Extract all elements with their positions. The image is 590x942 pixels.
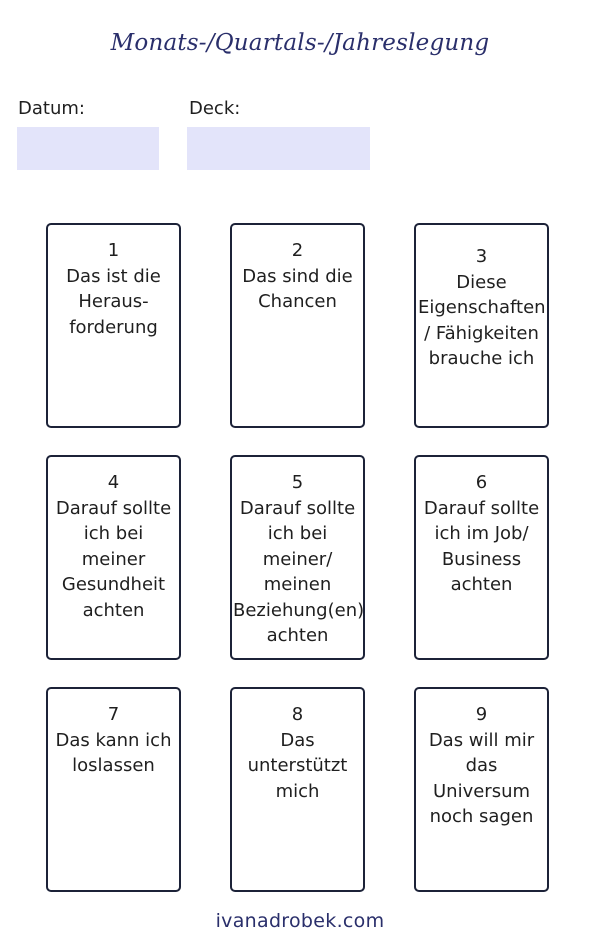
card-position-9 — [414, 687, 549, 892]
footer-website: ivanadrobek.com — [215, 910, 385, 932]
card-text: Das will mir das Universum noch sagen — [428, 729, 535, 827]
card-text: Darauf sollte ich bei meiner/ meinen Beziehung(en) achten — [233, 497, 365, 646]
card-text: Diese Eigenschaften / Fähigkeiten brauche ich — [418, 271, 546, 369]
card-number: 7 — [107, 704, 120, 725]
deck-field[interactable] — [187, 127, 370, 170]
card-position-8 — [230, 687, 365, 892]
card-number: 4 — [107, 472, 120, 493]
card-number: 8 — [291, 704, 304, 725]
card-text: Das kann ich loslassen — [55, 729, 172, 776]
card-number: 3 — [475, 246, 488, 267]
deck-label: Deck: — [189, 98, 241, 119]
card-position-3 — [414, 223, 549, 428]
card-position-5 — [230, 455, 365, 660]
card-position-7 — [46, 687, 181, 892]
page-title: Monats-/Quartals-/Jahreslegung — [110, 30, 490, 56]
card-number: 1 — [107, 240, 120, 261]
card-text: Darauf sollte ich im Job/ Business achten — [423, 497, 540, 595]
card-position-1 — [46, 223, 181, 428]
card-text: Das sind die Chancen — [242, 265, 353, 312]
date-label: Datum: — [18, 98, 85, 119]
card-position-2 — [230, 223, 365, 428]
card-number: 5 — [291, 472, 304, 493]
card-position-4 — [46, 455, 181, 660]
card-number: 9 — [475, 704, 488, 725]
date-field[interactable] — [17, 127, 159, 170]
card-text: Darauf sollte ich bei meiner Gesundheit achten — [55, 497, 172, 621]
card-number: 6 — [475, 472, 488, 493]
card-text: Das ist die Heraus-forderung — [66, 265, 161, 338]
card-position-6 — [414, 455, 549, 660]
card-number: 2 — [291, 240, 304, 261]
card-text: Das unterstützt mich — [247, 729, 348, 802]
